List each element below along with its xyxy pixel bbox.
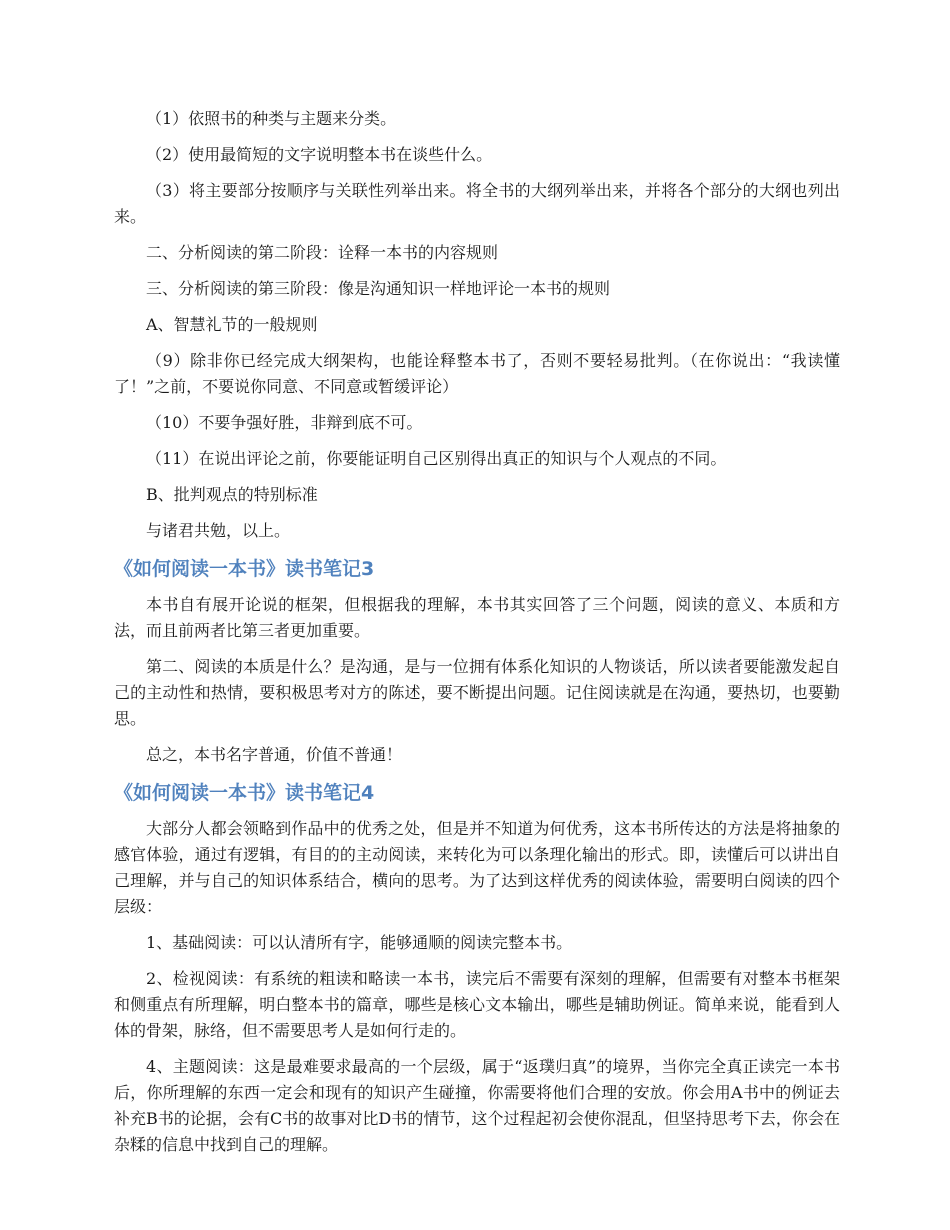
paragraph: 大部分人都会领略到作品中的优秀之处，但是并不知道为何优秀，这本书所传达的方法是将抽象的感官体验，通过有逻辑，有目的的主动阅读，来转化为可以条理化输出的形式。即，读懂后可以讲出自己理解，并与自己的知识体系结合，横向的思考。为了达到这样优秀的阅读体验，需要明白阅读的四个层级： [114,819,840,916]
paragraph: （11）在说出评论之前，你要能证明自己区别得出真正的知识与个人观点的不同。 [146,449,727,468]
paragraph: 4、主题阅读：这是最难要求最高的一个层级，属于“返璞归真”的境界，当你完全真正读完一本书后，你所理解的东西一定会和现有的知识产生碰撞，你需要将他们合理的安放。你会用A书中的例证去补充B书的论据，会有C书的故事对比D书的情节，这个过程起初会使你混乱，但坚持思考下去，你会在杂糅的信息中找到自己的理解。 [114,1057,840,1154]
paragraph: B、批判观点的特别标准 [146,485,318,504]
paragraph: 总之，本书名字普通，价值不普通！ [146,745,403,764]
paragraph: （10）不要争强好胜，非辩到底不可。 [146,413,423,432]
paragraph: （9）除非你已经完成大纲架构，也能诠释整本书了，否则不要轻易批判。（在你说出：“我读懂了！”之前，不要说你同意、不同意或暂缓评论） [114,351,840,396]
paragraph: A、智慧礼节的一般规则 [146,315,318,334]
section-heading-3: 《如何阅读一本书》读书笔记3 [114,558,375,580]
paragraph: 1、基础阅读：可以认清所有字，能够通顺的阅读完整本书。 [146,933,573,952]
section-heading-4: 《如何阅读一本书》读书笔记4 [114,782,375,804]
paragraph: （1）依照书的种类与主题来分类。 [146,109,397,128]
document-page [114,106,840,1168]
paragraph: 2、检视阅读：有系统的粗读和略读一本书，读完后不需要有深刻的理解，但需要有对整本书框架和侧重点有所理解，明白整本书的篇章，哪些是核心文本输出，哪些是辅助例证。简单来说，能看到人体的骨架，脉络，但不需要思考人是如何行走的。 [114,969,840,1040]
paragraph: 与诸君共勉，以上。 [146,521,291,540]
paragraph: 三、分析阅读的第三阶段：像是沟通知识一样地评论一本书的规则 [146,279,611,298]
paragraph: 第二、阅读的本质是什么？是沟通，是与一位拥有体系化知识的人物谈话，所以读者要能激发起自己的主动性和热情，要积极思考对方的陈述，要不断提出问题。记住阅读就是在沟通，要热切，也要勤思。 [114,657,840,728]
paragraph: 二、分析阅读的第二阶段：诠释一本书的内容规则 [146,243,499,262]
paragraph: （3）将主要部分按顺序与关联性列举出来。将全书的大纲列举出来，并将各个部分的大纲也列出来。 [114,181,840,226]
paragraph: 本书自有展开论说的框架，但根据我的理解，本书其实回答了三个问题，阅读的意义、本质和方法，而且前两者比第三者更加重要。 [114,595,840,640]
paragraph: （2）使用最简短的文字说明整本书在谈些什么。 [146,145,493,164]
